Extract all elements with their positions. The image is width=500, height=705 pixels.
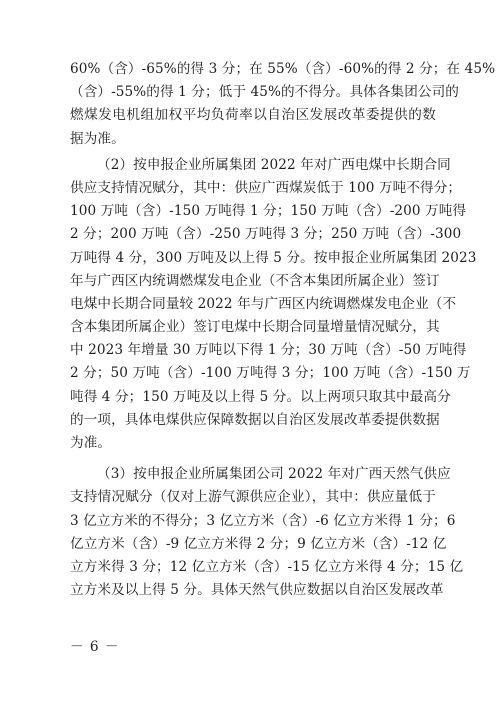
text-line: 据为准。	[70, 130, 125, 147]
text-line: 亿立方米（含）-9 亿立方米得 2 分；9 亿立方米（含）-12 亿	[70, 535, 447, 552]
text-line: 为准。	[70, 435, 112, 451]
text-line: 万吨得 4 分，300 万吨及以上得 5 分。按申报企业所属集团 2023	[70, 249, 477, 266]
paragraph-load-rate-scoring	[70, 58, 496, 151]
paragraph-gas-supply-scoring	[70, 463, 464, 602]
text-line: 吨得 4 分；150 万吨及以上得 5 分。以上两项只取其中最高分	[70, 388, 451, 405]
text-line: 2 分；200 万吨（含）-250 万吨得 3 分；250 万吨（含）-300	[70, 226, 462, 243]
text-line: 供应支持情况赋分，其中：供应广西煤炭低于 100 万吨不得分；	[70, 179, 462, 196]
text-line: 立方米得 3 分；12 亿立方米（含）-15 亿立方米得 4 分；15 亿	[70, 558, 464, 575]
text-line: 燃煤发电机组加权平均负荷率以自治区发展改革委提供的数	[70, 107, 436, 124]
text-line: 电煤中长期合同量较 2022 年与广西区内统调燃煤发电企业（不	[70, 295, 457, 312]
text-line: 中 2023 年增量 30 万吨以下得 1 分；30 万吨（含）-50 万吨得	[70, 342, 467, 359]
text-line: （3）按申报企业所属集团公司 2022 年对广西天然气供应	[97, 466, 451, 483]
text-line: 的一项，具体电煤供应保障数据以自治区发展改革委提供数据	[70, 411, 440, 428]
text-line: 100 万吨（含）-150 万吨得 1 分；150 万吨（含）-200 万吨得	[70, 203, 467, 220]
paragraph-coal-supply-scoring	[70, 154, 477, 455]
text-line: （含）-55%的得 1 分；低于 45%的不得分。具体各集团公司的	[70, 84, 459, 101]
text-line: 立方米及以上得 5 分。具体天然气供应数据以自治区发展改革	[70, 582, 444, 599]
text-line: （2）按申报企业所属集团 2022 年对广西电煤中长期合同	[97, 156, 451, 173]
document-body	[70, 58, 496, 602]
text-line: 60%（含）-65%的得 3 分；在 55%（含）-60%的得 2 分；在 45%	[70, 61, 496, 77]
page-number: － 6 －	[70, 639, 120, 655]
text-line: 2 分；50 万吨（含）-100 万吨得 3 分；100 万吨（含）-150 万	[70, 365, 471, 382]
text-line: 含本集团所属企业）签订电煤中长期合同量增量情况赋分，其	[70, 319, 440, 336]
text-line: 支持情况赋分（仅对上游气源供应企业），其中：供应量低于	[70, 489, 436, 506]
text-line: 年与广西区内统调燃煤发电企业（不含本集团所属企业）签订	[70, 272, 440, 289]
text-line: 3 亿立方米的不得分；3 亿立方米（含）-6 亿立方米得 1 分；6	[70, 512, 456, 529]
